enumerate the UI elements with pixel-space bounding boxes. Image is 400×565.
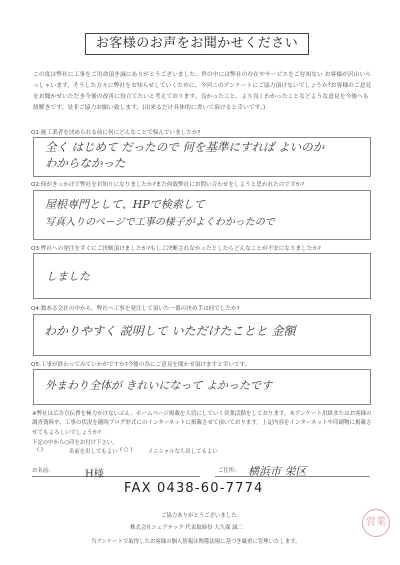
answer-5-line-1: 外まわり全体が きれいになって よかったです xyxy=(45,379,272,392)
choice-name-mark[interactable]: ( ) xyxy=(37,447,43,453)
page-title: お客様のお声をお聞かせください xyxy=(85,33,309,55)
thanks-text: ご協力ありがとうございました。 xyxy=(161,513,242,519)
choice-initial-text: イニシャルなら出してもよい xyxy=(148,449,218,455)
question-5-label: Q5:工事が終わってみていかがですか?今後の為にご意見を聞かせ頂けますと幸いです。 xyxy=(31,362,251,368)
answer-2-line-2: 写真入りのページで工事の様子がよくわかったので xyxy=(45,217,275,228)
name-underline xyxy=(32,476,200,477)
name-value: H様 xyxy=(85,469,104,480)
intro-text: この度は弊社に工事をご用命頂き誠にありがとうございました。世の中には弊社の存在やサービスをご存知ない お客様が沢山いらっしゃいます。そうした方々に弊社をお知らせしていくために、今回このアンケートにご協力頂けないでしょうか?お客様のご意見をお聞かせいただき今後の改善に役立てたいと考えております。良かったこと、より良くわかったことなどような意見を今後へも紐解きです。是非ご協力お願い致します。(出来るだけ具体的に書いて頂けると幸いです。) xyxy=(33,72,372,111)
question-3-label: Q3:弊社への発注をすぐにご決断頂けましたか?もしご決断されなかったとしたらどんなことが不安になりましたか? xyxy=(31,246,321,252)
fax-number: FAX 0438-60-7774 xyxy=(124,481,264,496)
question-1-label: Q1:施工業者を決められる前に何にどんなことで悩んでいましたか? xyxy=(31,130,201,136)
choice-name-text: 名前を出してもよい xyxy=(69,449,118,455)
answer-3-line-1: しました xyxy=(46,270,90,283)
address-label: ご住所: xyxy=(218,468,236,474)
address-value: 横浜市 栄区 xyxy=(248,465,307,478)
answer-1-line-1: 全く はじめて だったので 何を基準にすれば よいのか xyxy=(45,140,325,154)
choice-prompt: 下記の中から○印をお付け下さい。 xyxy=(32,440,118,446)
publication-notice: ※弊社は広告宣伝費を極力かけないぶん、ホームページ掲載を大切にしていく営業活動をしております。本アンケート用紙またはお客様の調査資料や、工事の状況を随時ブログ形式にのインターネットに掲載させて頂いております。上記内容をインターネットや印刷物に掲載させてもよろしいでしょうか? xyxy=(32,411,372,436)
question-4-label: Q4:数ある会社の中から、弊社へ工事を発注して頂いた一番の決め手は何でしたか? xyxy=(31,306,240,312)
name-label: お名前: xyxy=(32,468,50,474)
answer-2-line-1: 屋根専門として、HPで検索して xyxy=(45,198,205,211)
question-2-label: Q2:何がきっかけで弊社をお知りになりましたか?また何故弊社にお問い合わせをしようと思われたのですか? xyxy=(31,182,305,188)
company-stamp: 営業 xyxy=(362,509,390,537)
privacy-note: 当アンケートで取得したお客様の個人情報は関係法規に基づき厳重に管理いたします。 xyxy=(91,539,301,545)
choice-initial-mark[interactable]: ( ○ ) xyxy=(120,447,133,453)
answer-4-line-1: わかりやすく 説明して いただけたことと 金額 xyxy=(44,324,296,338)
answer-1-line-2: わからなかった xyxy=(45,156,126,170)
company-signature: 株式会社シェアテック 代表取締役 大久保 誠二 xyxy=(130,525,243,531)
